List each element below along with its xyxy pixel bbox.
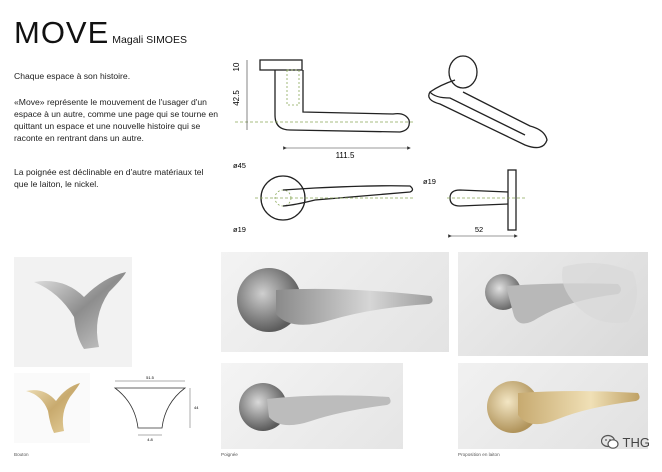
dim-label-42-5: 42.5 [232, 90, 241, 106]
page-title: MOVE [14, 15, 110, 50]
knob-small-drawing [100, 373, 200, 445]
caption-poignee: Poignée [221, 452, 238, 457]
small-dim-side: 44 [194, 405, 199, 410]
dim-label-52: 52 [474, 225, 484, 234]
watermark-text: THG [622, 434, 650, 450]
materials-paragraph: La poignée est déclinable en d'autre matériaux tel que le laiton, le nickel. [14, 167, 204, 189]
dim-label-45: ø45 [233, 161, 246, 170]
caption-laiton: Proposition en laiton [458, 452, 500, 457]
small-dim-top: 51.5 [146, 375, 154, 380]
technical-drawing [225, 40, 555, 250]
wechat-icon [601, 434, 619, 450]
handle-photo-large [221, 252, 449, 352]
end-view-drawing [450, 170, 516, 230]
dim-label-111-5: 111.5 [335, 151, 355, 160]
watermark [601, 434, 650, 450]
handle-photo-side [221, 363, 403, 449]
dim-label-19a: ø19 [233, 225, 246, 234]
handle-hand-photo [458, 252, 648, 356]
side-view-drawing [260, 60, 409, 132]
perspective-drawing [429, 56, 547, 148]
dim-label-10: 10 [232, 62, 241, 72]
knob-photo [14, 257, 132, 367]
author-name: Magali SIMOES [112, 34, 187, 46]
dim-label-19b: ø19 [423, 177, 436, 186]
caption-bouton: Bouton [14, 452, 29, 457]
brass-knob-photo [14, 373, 90, 443]
intro-paragraph: Chaque espace à son histoire. [14, 71, 131, 81]
title-block [14, 15, 187, 50]
description-paragraph: «Move» représente le mouvement de l'usager d'un espace à un autre, comme une page qui se tourne en quittant un espace et une nouvelle histoire qui se raconte en rentrant dans un autre. [14, 97, 219, 143]
small-dim-bottom: 4.8 [147, 437, 153, 442]
